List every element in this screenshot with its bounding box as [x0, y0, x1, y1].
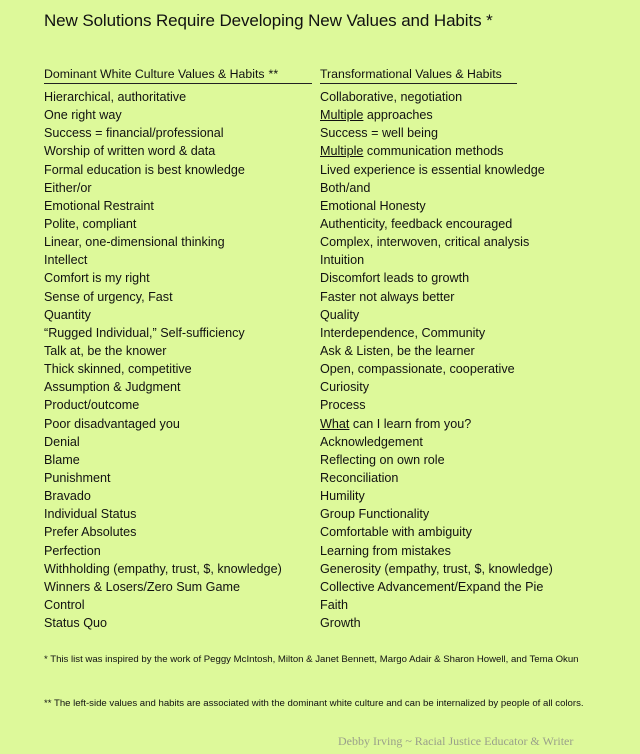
left-column-header	[44, 67, 312, 84]
transformational-value-text: Ask & Listen, be the learner	[320, 343, 475, 358]
list-row	[0, 181, 640, 199]
transformational-value-text: Humility	[320, 489, 365, 504]
transformational-value-text: Process	[320, 398, 366, 413]
transformational-value-text: Collective Advancement/Expand the Pie	[320, 579, 544, 594]
transformational-value-rest: communication methods	[363, 144, 504, 159]
transformational-value-item	[320, 616, 361, 630]
transformational-value-item	[320, 544, 451, 558]
list-row	[0, 562, 640, 580]
list-row	[0, 90, 640, 108]
dominant-value-item: Sense of urgency, Fast	[44, 289, 173, 304]
dominant-value-item: Withholding (empathy, trust, $, knowledge)	[44, 561, 282, 576]
author-signature: Debby Irving ~ Racial Justice Educator & Writer	[338, 734, 574, 748]
dominant-value-item: Quantity	[44, 307, 91, 322]
dominant-value-item: Individual Status	[44, 507, 137, 522]
list-row	[0, 489, 640, 507]
dominant-value-item: Poor disadvantaged you	[44, 416, 180, 431]
transformational-value-item	[320, 126, 438, 140]
dominant-value-item: Formal education is best knowledge	[44, 162, 245, 177]
list-row	[0, 163, 640, 181]
transformational-value-text: Success = well being	[320, 126, 438, 141]
list-row	[0, 235, 640, 253]
list-row	[0, 362, 640, 380]
left-column-header-label: Dominant White Culture Values & Habits	[44, 67, 265, 81]
list-row	[0, 217, 640, 235]
left-column-header-footnote-mark: **	[268, 67, 279, 81]
dominant-value-item: Bravado	[44, 489, 91, 504]
transformational-value-item	[320, 181, 370, 195]
dominant-value-item: Talk at, be the knower	[44, 343, 167, 358]
transformational-value-item	[320, 562, 553, 576]
transformational-value-item	[320, 90, 462, 104]
dominant-value-item: Control	[44, 597, 85, 612]
list-row	[0, 126, 640, 144]
dominant-value-item: Thick skinned, competitive	[44, 362, 192, 377]
dominant-value-item: Linear, one-dimensional thinking	[44, 235, 225, 250]
transformational-value-text: Collaborative, negotiation	[320, 90, 463, 104]
list-row	[0, 398, 640, 416]
transformational-value-item	[320, 199, 426, 213]
transformational-value-text: Reflecting on own role	[320, 452, 445, 467]
list-row	[0, 253, 640, 271]
list-row	[0, 616, 640, 634]
transformational-value-item	[320, 253, 364, 267]
transformational-value-text: Generosity (empathy, trust, $, knowledge)	[320, 561, 553, 576]
dominant-value-item: Product/outcome	[44, 398, 140, 413]
list-row	[0, 199, 640, 217]
dominant-value-item: Worship of written word & data	[44, 144, 216, 159]
transformational-value-text: Open, compassionate, cooperative	[320, 362, 515, 377]
dominant-value-item: Blame	[44, 452, 80, 467]
list-row	[0, 290, 640, 308]
transformational-value-item	[320, 598, 348, 612]
transformational-value-item	[320, 362, 515, 376]
transformational-value-item	[320, 163, 545, 177]
footnote-left-side: ** The left-side values and habits are associated with the dominant white culture and can be internalized by people of all colors.	[44, 698, 584, 709]
list-row	[0, 525, 640, 543]
dominant-value-item: Perfection	[44, 543, 101, 558]
dominant-value-item: Prefer Absolutes	[44, 525, 137, 540]
dominant-value-item: Intellect	[44, 253, 88, 268]
underlined-word: Multiple	[320, 108, 364, 123]
list-row	[0, 326, 640, 344]
transformational-value-item	[320, 507, 429, 521]
list-row	[0, 507, 640, 525]
list-row	[0, 144, 640, 162]
list-row	[0, 471, 640, 489]
transformational-value-item	[320, 290, 454, 304]
transformational-value-item	[320, 398, 366, 412]
list-row	[0, 435, 640, 453]
underlined-word: What	[320, 416, 350, 431]
list-row	[0, 380, 640, 398]
list-row	[0, 271, 640, 289]
transformational-value-text: Reconciliation	[320, 470, 399, 485]
transformational-value-text: Faith	[320, 597, 348, 612]
transformational-value-text: Comfortable with ambiguity	[320, 525, 472, 540]
transformational-value-text: Both/and	[320, 180, 371, 195]
dominant-value-item: Assumption & Judgment	[44, 380, 181, 395]
transformational-value-text: Intuition	[320, 253, 365, 268]
dominant-value-item: Either/or	[44, 180, 92, 195]
transformational-value-text: Acknowledgement	[320, 434, 423, 449]
transformational-value-item	[320, 380, 369, 394]
dominant-value-item: Polite, compliant	[44, 216, 137, 231]
transformational-value-text: Growth	[320, 616, 361, 631]
transformational-value-item	[320, 108, 433, 122]
list-row	[0, 580, 640, 598]
transformational-value-text: Interdependence, Community	[320, 325, 486, 340]
list-row	[0, 417, 640, 435]
transformational-value-item	[320, 308, 359, 322]
transformational-value-rest: approaches	[363, 108, 433, 123]
list-row	[0, 453, 640, 471]
dominant-value-item: “Rugged Individual,” Self-sufficiency	[44, 325, 245, 340]
transformational-value-item	[320, 471, 398, 485]
transformational-value-text: Lived experience is essential knowledge	[320, 162, 545, 177]
dominant-value-item: Winners & Losers/Zero Sum Game	[44, 579, 240, 594]
transformational-value-text: Faster not always better	[320, 289, 455, 304]
transformational-value-text: Complex, interwoven, critical analysis	[320, 235, 530, 250]
transformational-value-item	[320, 217, 512, 231]
list-row	[0, 108, 640, 126]
dominant-value-item: Denial	[44, 434, 80, 449]
transformational-value-text: Emotional Honesty	[320, 198, 426, 213]
transformational-value-text: Discomfort leads to growth	[320, 271, 470, 286]
right-column-header: Transformational Values & Habits	[320, 67, 517, 84]
underlined-word: Multiple	[320, 144, 364, 159]
transformational-value-text: Authenticity, feedback encouraged	[320, 216, 513, 231]
transformational-value-item	[320, 580, 543, 594]
dominant-value-item: Punishment	[44, 470, 111, 485]
footnote-inspiration: * This list was inspired by the work of Peggy McIntosh, Milton & Janet Bennett, Margo Adair & Sharon Howell, and Tema Okun	[44, 654, 579, 665]
values-comparison-list	[0, 90, 640, 634]
transformational-value-item	[320, 453, 445, 467]
transformational-value-item	[320, 435, 423, 449]
transformational-value-item	[320, 144, 503, 158]
transformational-value-item	[320, 525, 472, 539]
transformational-value-text: Curiosity	[320, 380, 369, 395]
transformational-value-rest: can I learn from you?	[349, 416, 472, 431]
transformational-value-text: Learning from mistakes	[320, 543, 451, 558]
transformational-value-item	[320, 344, 475, 358]
transformational-value-text: Quality	[320, 307, 360, 322]
dominant-value-item: Emotional Restraint	[44, 198, 154, 213]
transformational-value-item	[320, 235, 529, 249]
dominant-value-item: One right way	[44, 108, 122, 123]
transformational-value-text: Group Functionality	[320, 507, 430, 522]
transformational-value-item	[320, 271, 469, 285]
list-row	[0, 308, 640, 326]
dominant-value-item: Comfort is my right	[44, 271, 150, 286]
transformational-value-item	[320, 417, 471, 431]
transformational-value-item	[320, 326, 485, 340]
dominant-value-item: Status Quo	[44, 616, 108, 631]
dominant-value-item: Success = financial/professional	[44, 126, 224, 141]
list-row	[0, 598, 640, 616]
list-row	[0, 344, 640, 362]
dominant-value-item: Hierarchical, authoritative	[44, 90, 187, 104]
transformational-value-item	[320, 489, 365, 503]
page-title: New Solutions Require Developing New Values and Habits *	[44, 11, 493, 30]
list-row	[0, 544, 640, 562]
